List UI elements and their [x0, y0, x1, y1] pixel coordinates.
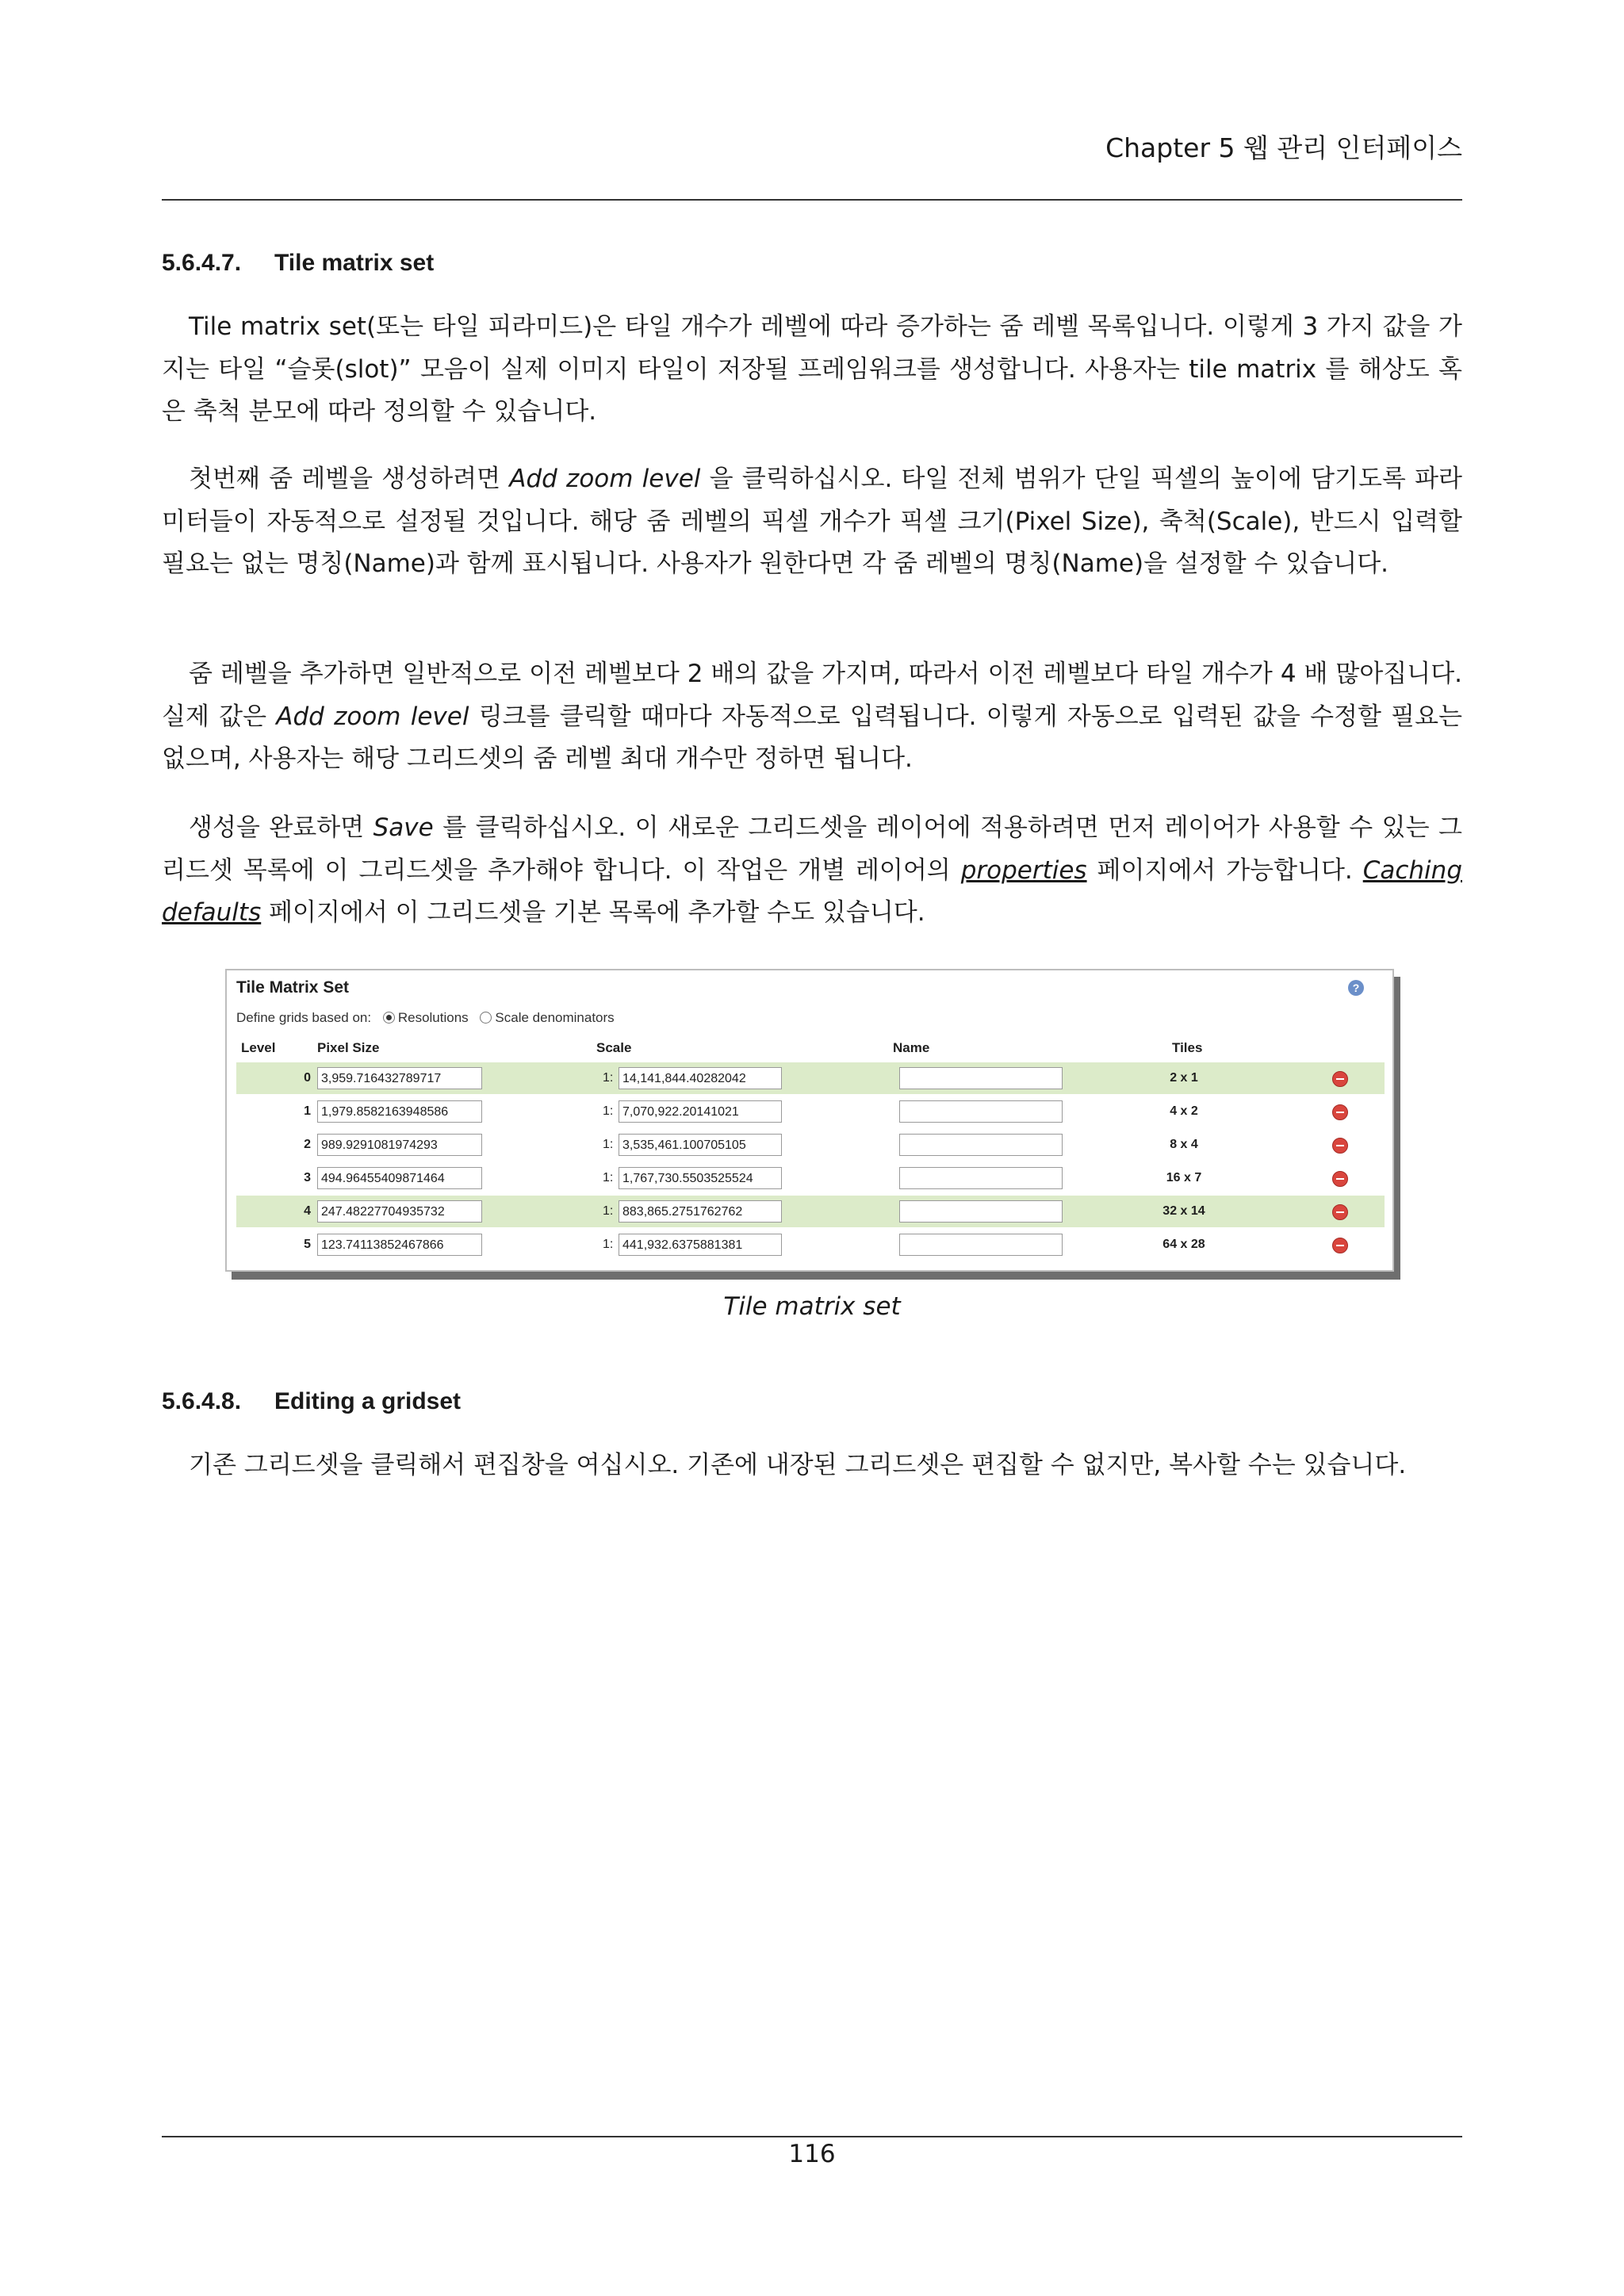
- scale-input[interactable]: 1,767,730.5503525524: [619, 1167, 782, 1189]
- tiles-cell: 4 x 2: [1170, 1104, 1198, 1118]
- name-input[interactable]: [899, 1100, 1063, 1123]
- table-row: [236, 1096, 1385, 1127]
- text-run: 첫번째 줌 레벨을 생성하려면: [189, 465, 510, 493]
- level-cell: 2: [304, 1138, 311, 1151]
- paragraph-intro: Tile matrix set(또는 타일 피라미드)은 타일 개수가 레벨에 따라 증가하는 줌 레벨 목록입니다. 이렇게 3 가지 값을 가지는 타일 “슬롯(slot)” 모음이 실제 이미지 타일이 저장될 프레임워크를 생성합니다. 사용자는 tile matrix 를 해상도 혹은 축척 분모에 따라 정의할 수 있습니다.: [162, 312, 1462, 426]
- scale-denominators-radio[interactable]: [480, 1012, 492, 1024]
- section-title: Editing a gridset: [274, 1388, 462, 1414]
- ui-term-add-zoom-level: Add zoom level: [276, 702, 469, 731]
- name-input[interactable]: [899, 1234, 1063, 1256]
- level-cell: 3: [304, 1171, 311, 1184]
- scale-input[interactable]: 441,932.6375881381: [619, 1234, 782, 1256]
- text-run: 줌 레벨을 추가하면 일반적으로 이전 레벨보다 2 배의 값을 가지며, 따라서 이전 레벨보다 타일 개수가 4 배 많아집니다. 실제 값은: [162, 660, 1462, 731]
- pixel-size-input[interactable]: 494.96455409871464: [317, 1167, 482, 1189]
- scale-input[interactable]: 14,141,844.40282042: [619, 1067, 782, 1089]
- scale-prefix: 1:: [603, 1238, 614, 1251]
- level-cell: 0: [304, 1071, 311, 1085]
- column-header-pixel-size: Pixel Size: [317, 1040, 380, 1055]
- tiles-cell: 16 x 7: [1166, 1171, 1202, 1184]
- section-number: 5.6.4.7.: [162, 250, 242, 276]
- pixel-size-input[interactable]: 989.9291081974293: [317, 1134, 482, 1156]
- paragraph-editing: 기존 그리드셋을 클릭해서 편집창을 여십시오. 기존에 내장된 그리드셋은 편집할 수 없지만, 복사할 수는 있습니다.: [189, 1451, 1407, 1479]
- table-row: [236, 1129, 1385, 1161]
- section-number: 5.6.4.8.: [162, 1388, 242, 1414]
- define-grids-row: [236, 1010, 615, 1026]
- header-divider: [162, 199, 1462, 201]
- scale-prefix: 1:: [603, 1204, 614, 1218]
- table-row: [236, 1229, 1385, 1261]
- section-title: Tile matrix set: [274, 250, 435, 276]
- text-run: 을 클릭하십시오. 타일 전체 범위가 단일 픽셀의 높이에 담기도록 파라미터들이 자동적으로 설정될 것입니다. 해당 줌 레벨의 픽셀 개수가 픽셀 크기(Pixel Size), 축척(Scale), 반드시 입력할 필요는 없는 명칭(Name)과 함께 표시됩니다. 사용자가 원한다면 각 줌 레벨의 명칭(Name)을 설정할 수 있습니다.: [162, 465, 1462, 578]
- page-number: 116: [788, 2140, 836, 2168]
- ui-term-save: Save: [373, 813, 434, 842]
- define-grids-label: Define grids based on:: [236, 1010, 372, 1025]
- resolutions-radio[interactable]: [383, 1012, 395, 1024]
- tiles-cell: 64 x 28: [1162, 1238, 1205, 1251]
- paragraph-save: [162, 807, 1462, 935]
- table-row: [236, 1162, 1385, 1194]
- name-input[interactable]: [899, 1200, 1063, 1223]
- scale-denominators-label: Scale denominators: [495, 1010, 615, 1025]
- properties-link[interactable]: properties: [960, 855, 1087, 885]
- column-header-scale: Scale: [596, 1040, 632, 1055]
- figure-caption: Tile matrix set: [723, 1292, 901, 1321]
- paragraph-add-zoom: [162, 458, 1462, 586]
- column-header-tiles: Tiles: [1172, 1040, 1203, 1055]
- table-row: [236, 1196, 1385, 1227]
- column-header-name: Name: [893, 1040, 930, 1055]
- scale-input[interactable]: 3,535,461.100705105: [619, 1134, 782, 1156]
- tiles-cell: 2 x 1: [1170, 1071, 1198, 1085]
- footer-divider: [162, 2136, 1462, 2137]
- running-header: Chapter 5 웹 관리 인터페이스: [1105, 132, 1462, 163]
- scale-prefix: 1:: [603, 1071, 614, 1085]
- scale-input[interactable]: 7,070,922.20141021: [619, 1100, 782, 1123]
- column-header-level: Level: [241, 1040, 276, 1055]
- name-input[interactable]: [899, 1134, 1063, 1156]
- text-run: 페이지에서 이 그리드셋을 기본 목록에 추가할 수도 있습니다.: [261, 898, 925, 927]
- section-heading-tile-matrix: [162, 247, 434, 279]
- text-run: 를 클릭하십시오. 이 새로운 그리드셋을 레이어에 적용하려면 먼저 레이어가 사용할 수 있는 그리드셋 목록에 이 그리드셋을 추가해야 합니다. 이 작업은 개별 레이어의: [162, 813, 1462, 885]
- remove-level-icon[interactable]: [1332, 1204, 1348, 1220]
- remove-level-icon[interactable]: [1332, 1238, 1348, 1253]
- level-cell: 1: [304, 1104, 311, 1118]
- tiles-cell: 32 x 14: [1162, 1204, 1205, 1218]
- ui-term-add-zoom-level: Add zoom level: [509, 465, 701, 493]
- panel-title: Tile Matrix Set: [236, 978, 349, 997]
- remove-level-icon[interactable]: [1332, 1071, 1348, 1087]
- pixel-size-input[interactable]: 123.74113852467866: [317, 1234, 482, 1256]
- remove-level-icon[interactable]: [1332, 1138, 1348, 1154]
- caching-defaults-link[interactable]: Caching defaults: [162, 855, 1462, 927]
- table-row: [236, 1062, 1385, 1094]
- tiles-cell: 8 x 4: [1170, 1138, 1198, 1151]
- scale-input[interactable]: 883,865.2751762762: [619, 1200, 782, 1223]
- pixel-size-input[interactable]: 247.48227704935732: [317, 1200, 482, 1223]
- section-heading-editing-gridset: [162, 1386, 461, 1418]
- level-cell: 5: [304, 1238, 311, 1251]
- text-run: 생성을 완료하면: [189, 813, 373, 842]
- pixel-size-input[interactable]: 1,979.8582163948586: [317, 1100, 482, 1123]
- text-run: 링크를 클릭할 때마다 자동적으로 입력됩니다. 이렇게 자동으로 입력된 값을 수정할 필요는 없으며, 사용자는 해당 그리드셋의 줌 레벨 최대 개수만 정하면 됩니다.: [162, 702, 1462, 773]
- tile-matrix-set-screenshot: [225, 969, 1394, 1272]
- name-input[interactable]: [899, 1167, 1063, 1189]
- help-icon[interactable]: ?: [1348, 980, 1364, 996]
- scale-prefix: 1:: [603, 1171, 614, 1184]
- resolutions-label: Resolutions: [397, 1010, 469, 1025]
- pixel-size-input[interactable]: 3,959.716432789717: [317, 1067, 482, 1089]
- scale-prefix: 1:: [603, 1104, 614, 1118]
- name-input[interactable]: [899, 1067, 1063, 1089]
- level-cell: 4: [304, 1204, 311, 1218]
- paragraph-zoom-levels: [162, 653, 1462, 781]
- scale-prefix: 1:: [603, 1138, 614, 1151]
- remove-level-icon[interactable]: [1332, 1104, 1348, 1120]
- remove-level-icon[interactable]: [1332, 1171, 1348, 1187]
- text-run: 페이지에서 가능합니다.: [1086, 855, 1363, 885]
